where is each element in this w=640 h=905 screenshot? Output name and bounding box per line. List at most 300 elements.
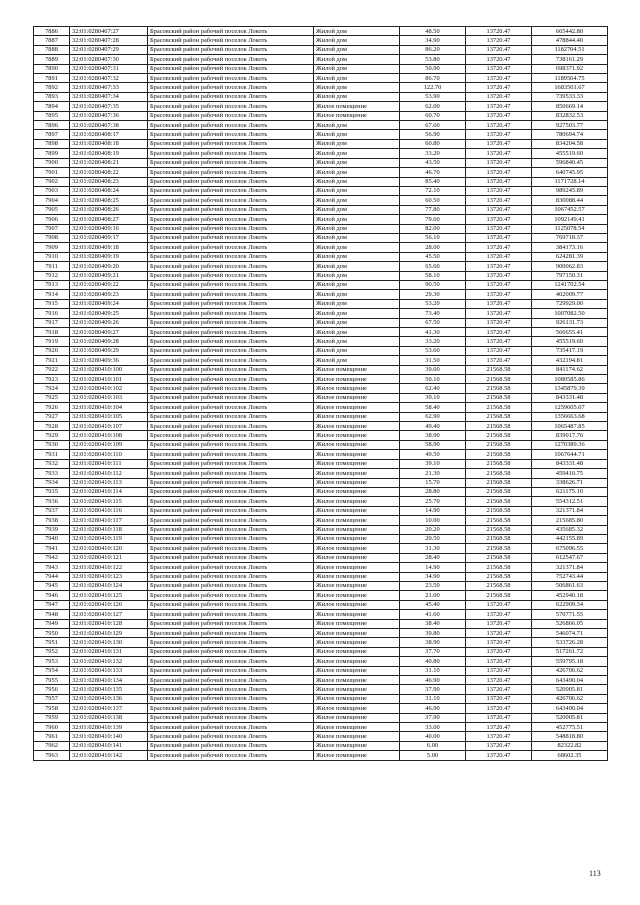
cadastral-number-cell: 32:01:0280410:105	[70, 412, 148, 421]
table-row	[34, 440, 608, 449]
cadastral-value-cell: 900062.83	[532, 262, 608, 271]
specific-value-cell: 13720.47	[466, 751, 532, 760]
area-cell: 23.50	[400, 581, 466, 590]
specific-value-cell: 21568.58	[466, 534, 532, 543]
area-cell: 28.00	[400, 243, 466, 252]
cadastral-number-cell: 32:01:0280409:17	[70, 233, 148, 242]
cadastral-value-cell: 1125078.54	[532, 224, 608, 233]
specific-value-cell: 21568.58	[466, 384, 532, 393]
cadastral-value-cell: 338626.71	[532, 478, 608, 487]
cadastral-number-cell: 32:01:0280408:17	[70, 130, 148, 139]
object-type-cell: Жилой дом	[314, 290, 400, 299]
cadastral-number-cell: 32:01:0280407:34	[70, 92, 148, 101]
specific-value-cell: 13720.47	[466, 64, 532, 73]
area-cell: 6.00	[400, 741, 466, 750]
cadastral-value-cell: 1067644.71	[532, 450, 608, 459]
row-number-cell: 7893	[34, 92, 70, 101]
cadastral-number-cell: 32:01:0280408:25	[70, 196, 148, 205]
cadastral-number-cell: 32:01:0280410:121	[70, 553, 148, 562]
row-number-cell: 7905	[34, 205, 70, 214]
address-cell: Брасовский район рабочий поселок Локоть	[148, 299, 314, 308]
cadastral-value-cell: 1171728.14	[532, 177, 608, 186]
cadastral-value-cell: 698371.92	[532, 64, 608, 73]
cadastral-number-cell: 32:01:0280410:122	[70, 563, 148, 572]
specific-value-cell: 13720.47	[466, 356, 532, 365]
area-cell: 14.90	[400, 563, 466, 572]
cadastral-value-cell: 769718.37	[532, 233, 608, 242]
table-row	[34, 346, 608, 355]
specific-value-cell: 13720.47	[466, 610, 532, 619]
object-type-cell: Жилое помещение	[314, 572, 400, 581]
table-row	[34, 215, 608, 224]
area-cell: 40.00	[400, 732, 466, 741]
table-body	[34, 27, 608, 761]
address-cell: Брасовский район рабочий поселок Локоть	[148, 224, 314, 233]
table-row	[34, 384, 608, 393]
row-number-cell: 7916	[34, 309, 70, 318]
cadastral-value-cell: 455519.60	[532, 149, 608, 158]
table-row	[34, 149, 608, 158]
address-cell: Брасовский район рабочий поселок Локоть	[148, 469, 314, 478]
cadastral-number-cell: 32:01:0280409:22	[70, 280, 148, 289]
row-number-cell: 7926	[34, 403, 70, 412]
cadastral-value-cell: 82322.82	[532, 741, 608, 750]
table-row	[34, 299, 608, 308]
row-number-cell: 7902	[34, 177, 70, 186]
row-number-cell: 7962	[34, 741, 70, 750]
table-row	[34, 262, 608, 271]
area-cell: 39.10	[400, 459, 466, 468]
cadastral-number-cell: 32:01:0280410:142	[70, 751, 148, 760]
area-cell: 60.80	[400, 139, 466, 148]
cadastral-value-cell: 559795.18	[532, 657, 608, 666]
area-cell: 37.70	[400, 647, 466, 656]
cadastral-value-cell: 1067452.57	[532, 205, 608, 214]
address-cell: Брасовский район рабочий поселок Локоть	[148, 516, 314, 525]
table-row	[34, 356, 608, 365]
cadastral-value-cell: 506861.63	[532, 581, 608, 590]
object-type-cell: Жилой дом	[314, 149, 400, 158]
cadastral-value-cell: 830088.44	[532, 196, 608, 205]
specific-value-cell: 13720.47	[466, 657, 532, 666]
area-cell: 60.50	[400, 196, 466, 205]
specific-value-cell: 13720.47	[466, 337, 532, 346]
address-cell: Брасовский район рабочий поселок Локоть	[148, 243, 314, 252]
table-row	[34, 290, 608, 299]
object-type-cell: Жилое помещение	[314, 440, 400, 449]
cadastral-value-cell: 621175.10	[532, 487, 608, 496]
specific-value-cell: 13720.47	[466, 139, 532, 148]
object-type-cell: Жилое помещение	[314, 431, 400, 440]
address-cell: Брасовский район рабочий поселок Локоть	[148, 215, 314, 224]
object-type-cell: Жилое помещение	[314, 723, 400, 732]
area-cell: 49.40	[400, 422, 466, 431]
cadastral-number-cell: 32:01:0280410:123	[70, 572, 148, 581]
address-cell: Брасовский район рабочий поселок Локоть	[148, 262, 314, 271]
address-cell: Брасовский район рабочий поселок Локоть	[148, 732, 314, 741]
address-cell: Брасовский район рабочий поселок Локоть	[148, 74, 314, 83]
row-number-cell: 7890	[34, 64, 70, 73]
cadastral-value-cell: 622909.34	[532, 600, 608, 609]
table-row	[34, 365, 608, 374]
cadastral-value-cell: 432194.81	[532, 356, 608, 365]
row-number-cell: 7900	[34, 158, 70, 167]
row-number-cell: 7899	[34, 149, 70, 158]
row-number-cell: 7919	[34, 337, 70, 346]
cadastral-value-cell: 526866.05	[532, 619, 608, 628]
area-cell: 25.70	[400, 497, 466, 506]
area-cell: 39.00	[400, 365, 466, 374]
object-type-cell: Жилой дом	[314, 55, 400, 64]
area-cell: 31.30	[400, 544, 466, 553]
area-cell: 48.50	[400, 27, 466, 36]
table-row	[34, 45, 608, 54]
area-cell: 38.90	[400, 431, 466, 440]
object-type-cell: Жилой дом	[314, 215, 400, 224]
address-cell: Брасовский район рабочий поселок Локоть	[148, 694, 314, 703]
table-row	[34, 506, 608, 515]
address-cell: Брасовский район рабочий поселок Локоть	[148, 64, 314, 73]
table-row	[34, 139, 608, 148]
row-number-cell: 7930	[34, 440, 70, 449]
table-row	[34, 36, 608, 45]
address-cell: Брасовский район рабочий поселок Локоть	[148, 544, 314, 553]
object-type-cell: Жилой дом	[314, 262, 400, 271]
row-number-cell: 7931	[34, 450, 70, 459]
specific-value-cell: 21568.58	[466, 591, 532, 600]
row-number-cell: 7953	[34, 657, 70, 666]
specific-value-cell: 13720.47	[466, 638, 532, 647]
table-row	[34, 544, 608, 553]
cadastral-number-cell: 32:01:0280408:26	[70, 205, 148, 214]
cadastral-value-cell: 478844.40	[532, 36, 608, 45]
area-cell: 33.20	[400, 337, 466, 346]
cadastral-value-cell: 850669.14	[532, 102, 608, 111]
area-cell: 67.50	[400, 318, 466, 327]
row-number-cell: 7959	[34, 713, 70, 722]
row-number-cell: 7891	[34, 74, 70, 83]
area-cell: 58.10	[400, 271, 466, 280]
table-row	[34, 102, 608, 111]
area-cell: 34.90	[400, 572, 466, 581]
specific-value-cell: 13720.47	[466, 45, 532, 54]
cadastral-number-cell: 32:01:0280407:28	[70, 36, 148, 45]
area-cell: 39.80	[400, 629, 466, 638]
cadastral-value-cell: 1065487.85	[532, 422, 608, 431]
area-cell: 33.20	[400, 149, 466, 158]
row-number-cell: 7944	[34, 572, 70, 581]
area-cell: 49.50	[400, 450, 466, 459]
cadastral-value-cell: 675096.55	[532, 544, 608, 553]
area-cell: 65.60	[400, 262, 466, 271]
cadastral-number-cell: 32:01:0280410:135	[70, 685, 148, 694]
cadastral-number-cell: 32:01:0280407:38	[70, 121, 148, 130]
object-type-cell: Жилое помещение	[314, 469, 400, 478]
object-type-cell: Жилое помещение	[314, 563, 400, 572]
specific-value-cell: 13720.47	[466, 713, 532, 722]
specific-value-cell: 13720.47	[466, 177, 532, 186]
table-row	[34, 252, 608, 261]
object-type-cell: Жилое помещение	[314, 647, 400, 656]
address-cell: Брасовский район рабочий поселок Локоть	[148, 168, 314, 177]
row-number-cell: 7960	[34, 723, 70, 732]
object-type-cell: Жилой дом	[314, 243, 400, 252]
area-cell: 10.00	[400, 516, 466, 525]
object-type-cell: Жилое помещение	[314, 516, 400, 525]
row-number-cell: 7956	[34, 685, 70, 694]
cadastral-value-cell: 843331.48	[532, 393, 608, 402]
cadastral-number-cell: 32:01:0280410:112	[70, 469, 148, 478]
specific-value-cell: 13720.47	[466, 158, 532, 167]
table-row	[34, 309, 608, 318]
cadastral-number-cell: 32:01:0280409:36	[70, 356, 148, 365]
cadastral-value-cell: 839017.76	[532, 431, 608, 440]
cadastral-number-cell: 32:01:0280410:108	[70, 431, 148, 440]
area-cell: 41.60	[400, 610, 466, 619]
area-cell: 53.90	[400, 92, 466, 101]
cadastral-number-cell: 32:01:0280409:16	[70, 224, 148, 233]
address-cell: Брасовский район рабочий поселок Локоть	[148, 657, 314, 666]
row-number-cell: 7915	[34, 299, 70, 308]
cadastral-number-cell: 32:01:0280410:136	[70, 694, 148, 703]
cadastral-value-cell: 321371.84	[532, 563, 608, 572]
address-cell: Брасовский район рабочий поселок Локоть	[148, 487, 314, 496]
area-cell: 82.00	[400, 224, 466, 233]
specific-value-cell: 13720.47	[466, 629, 532, 638]
specific-value-cell: 13720.47	[466, 224, 532, 233]
table-row	[34, 224, 608, 233]
object-type-cell: Жилой дом	[314, 64, 400, 73]
table-row	[34, 685, 608, 694]
cadastral-number-cell: 32:01:0280410:131	[70, 647, 148, 656]
area-cell: 45.50	[400, 252, 466, 261]
cadastral-value-cell: 1356663.68	[532, 412, 608, 421]
specific-value-cell: 21568.58	[466, 581, 532, 590]
cadastral-number-cell: 32:01:0280410:117	[70, 516, 148, 525]
specific-value-cell: 21568.58	[466, 497, 532, 506]
area-cell: 58.40	[400, 403, 466, 412]
row-number-cell: 7911	[34, 262, 70, 271]
object-type-cell: Жилое помещение	[314, 741, 400, 750]
cadastral-number-cell: 32:01:0280410:132	[70, 657, 148, 666]
table-row	[34, 403, 608, 412]
area-cell: 53.20	[400, 299, 466, 308]
table-row	[34, 186, 608, 195]
object-type-cell: Жилое помещение	[314, 111, 400, 120]
table-row	[34, 121, 608, 130]
area-cell: 86.70	[400, 74, 466, 83]
row-number-cell: 7904	[34, 196, 70, 205]
row-number-cell: 7917	[34, 318, 70, 327]
cadastral-value-cell: 739533.33	[532, 92, 608, 101]
address-cell: Брасовский район рабочий поселок Локоть	[148, 45, 314, 54]
address-cell: Брасовский район рабочий поселок Локоть	[148, 328, 314, 337]
row-number-cell: 7907	[34, 224, 70, 233]
cadastral-number-cell: 32:01:0280410:107	[70, 422, 148, 431]
object-type-cell: Жилой дом	[314, 92, 400, 101]
address-cell: Брасовский район рабочий поселок Локоть	[148, 713, 314, 722]
table-row	[34, 158, 608, 167]
table-row	[34, 591, 608, 600]
cadastral-value-cell: 665442.80	[532, 27, 608, 36]
cadastral-number-cell: 32:01:0280407:35	[70, 102, 148, 111]
table-row	[34, 177, 608, 186]
object-type-cell: Жилое помещение	[314, 544, 400, 553]
area-cell: 33.00	[400, 723, 466, 732]
address-cell: Брасовский район рабочий поселок Локоть	[148, 196, 314, 205]
cadastral-value-cell: 554312.51	[532, 497, 608, 506]
cadastral-value-cell: 548818.80	[532, 732, 608, 741]
cadastral-value-cell: 596840.45	[532, 158, 608, 167]
area-cell: 62.00	[400, 102, 466, 111]
address-cell: Брасовский район рабочий поселок Локоть	[148, 563, 314, 572]
address-cell: Брасовский район рабочий поселок Локоть	[148, 290, 314, 299]
cadastral-number-cell: 32:01:0280409:26	[70, 318, 148, 327]
area-cell: 72.10	[400, 186, 466, 195]
cadastral-value-cell: 215685.80	[532, 516, 608, 525]
specific-value-cell: 13720.47	[466, 271, 532, 280]
cadastral-number-cell: 32:01:0280410:115	[70, 497, 148, 506]
table-row	[34, 205, 608, 214]
cadastral-value-cell: 517261.72	[532, 647, 608, 656]
address-cell: Брасовский район рабочий поселок Локоть	[148, 638, 314, 647]
cadastral-value-cell: 926131.73	[532, 318, 608, 327]
cadastral-value-cell: 752743.44	[532, 572, 608, 581]
address-cell: Брасовский район рабочий поселок Локоть	[148, 647, 314, 656]
specific-value-cell: 13720.47	[466, 74, 532, 83]
table-row	[34, 27, 608, 36]
specific-value-cell: 13720.47	[466, 149, 532, 158]
row-number-cell: 7913	[34, 280, 70, 289]
row-number-cell: 7925	[34, 393, 70, 402]
object-type-cell: Жилое помещение	[314, 412, 400, 421]
address-cell: Брасовский район рабочий поселок Локоть	[148, 497, 314, 506]
cadastral-number-cell: 32:01:0280407:31	[70, 64, 148, 73]
cadastral-number-cell: 32:01:0280410:118	[70, 525, 148, 534]
address-cell: Брасовский район рабочий поселок Локоть	[148, 610, 314, 619]
object-type-cell: Жилое помещение	[314, 459, 400, 468]
table-row	[34, 732, 608, 741]
object-type-cell: Жилой дом	[314, 196, 400, 205]
row-number-cell: 7940	[34, 534, 70, 543]
row-number-cell: 7948	[34, 610, 70, 619]
row-number-cell: 7921	[34, 356, 70, 365]
object-type-cell: Жилой дом	[314, 224, 400, 233]
row-number-cell: 7961	[34, 732, 70, 741]
address-cell: Брасовский район рабочий поселок Локоть	[148, 553, 314, 562]
object-type-cell: Жилое помещение	[314, 450, 400, 459]
row-number-cell: 7910	[34, 252, 70, 261]
address-cell: Брасовский район рабочий поселок Локоть	[148, 723, 314, 732]
row-number-cell: 7914	[34, 290, 70, 299]
cadastral-value-cell: 570771.55	[532, 610, 608, 619]
cadastral-value-cell: 442155.89	[532, 534, 608, 543]
row-number-cell: 7958	[34, 704, 70, 713]
object-type-cell: Жилой дом	[314, 328, 400, 337]
address-cell: Брасовский район рабочий поселок Локоть	[148, 186, 314, 195]
area-cell: 20.50	[400, 534, 466, 543]
table-row	[34, 581, 608, 590]
table-row	[34, 638, 608, 647]
specific-value-cell: 21568.58	[466, 422, 532, 431]
table-row	[34, 553, 608, 562]
cadastral-number-cell: 32:01:0280408:21	[70, 158, 148, 167]
cadastral-value-cell: 832832.53	[532, 111, 608, 120]
area-cell: 31.10	[400, 666, 466, 675]
specific-value-cell: 13720.47	[466, 168, 532, 177]
address-cell: Брасовский район рабочий поселок Локоть	[148, 403, 314, 412]
address-cell: Брасовский район рабочий поселок Локоть	[148, 271, 314, 280]
object-type-cell: Жилое помещение	[314, 553, 400, 562]
row-number-cell: 7938	[34, 516, 70, 525]
row-number-cell: 7889	[34, 55, 70, 64]
address-cell: Брасовский район рабочий поселок Локоть	[148, 149, 314, 158]
cadastral-value-cell: 426706.62	[532, 694, 608, 703]
address-cell: Брасовский район рабочий поселок Локоть	[148, 280, 314, 289]
object-type-cell: Жилое помещение	[314, 497, 400, 506]
object-type-cell: Жилое помещение	[314, 732, 400, 741]
cadastral-number-cell: 32:01:0280410:125	[70, 591, 148, 600]
cadastral-number-cell: 32:01:0280410:104	[70, 403, 148, 412]
address-cell: Брасовский район рабочий поселок Локоть	[148, 356, 314, 365]
address-cell: Брасовский район рабочий поселок Локоть	[148, 318, 314, 327]
area-cell: 77.80	[400, 205, 466, 214]
area-cell: 50.10	[400, 375, 466, 384]
cadastral-number-cell: 32:01:0280409:21	[70, 271, 148, 280]
specific-value-cell: 13720.47	[466, 290, 532, 299]
specific-value-cell: 13720.47	[466, 233, 532, 242]
object-type-cell: Жилой дом	[314, 36, 400, 45]
row-number-cell: 7909	[34, 243, 70, 252]
cadastral-value-cell: 780694.74	[532, 130, 608, 139]
cadastral-value-cell: 68602.35	[532, 751, 608, 760]
row-number-cell: 7936	[34, 497, 70, 506]
address-cell: Брасовский район рабочий поселок Локоть	[148, 440, 314, 449]
cadastral-value-cell: 321371.84	[532, 506, 608, 515]
area-cell: 15.70	[400, 478, 466, 487]
object-type-cell: Жилое помещение	[314, 638, 400, 647]
cadastral-value-cell: 1092149.41	[532, 215, 608, 224]
address-cell: Брасовский район рабочий поселок Локоть	[148, 581, 314, 590]
specific-value-cell: 13720.47	[466, 647, 532, 656]
table-row	[34, 647, 608, 656]
address-cell: Брасовский район рабочий поселок Локоть	[148, 111, 314, 120]
address-cell: Брасовский район рабочий поселок Локоть	[148, 36, 314, 45]
row-number-cell: 7901	[34, 168, 70, 177]
cadastral-value-cell: 834204.58	[532, 139, 608, 148]
table-row	[34, 619, 608, 628]
cadastral-value-cell: 435685.32	[532, 525, 608, 534]
cadastral-value-cell: 989245.89	[532, 186, 608, 195]
cadastral-number-cell: 32:01:0280410:130	[70, 638, 148, 647]
cadastral-number-cell: 32:01:0280409:29	[70, 346, 148, 355]
specific-value-cell: 13720.47	[466, 280, 532, 289]
row-number-cell: 7887	[34, 36, 70, 45]
address-cell: Брасовский район рабочий поселок Локоть	[148, 233, 314, 242]
area-cell: 31.50	[400, 356, 466, 365]
specific-value-cell: 13720.47	[466, 694, 532, 703]
cadastral-value-cell: 459410.75	[532, 469, 608, 478]
table-row	[34, 111, 608, 120]
cadastral-value-cell: 384173.16	[532, 243, 608, 252]
address-cell: Брасовский район рабочий поселок Локоть	[148, 252, 314, 261]
cadastral-value-cell: 426706.62	[532, 666, 608, 675]
specific-value-cell: 13720.47	[466, 685, 532, 694]
table-row	[34, 741, 608, 750]
row-number-cell: 7918	[34, 328, 70, 337]
table-row	[34, 629, 608, 638]
cadastral-value-cell: 643490.04	[532, 704, 608, 713]
